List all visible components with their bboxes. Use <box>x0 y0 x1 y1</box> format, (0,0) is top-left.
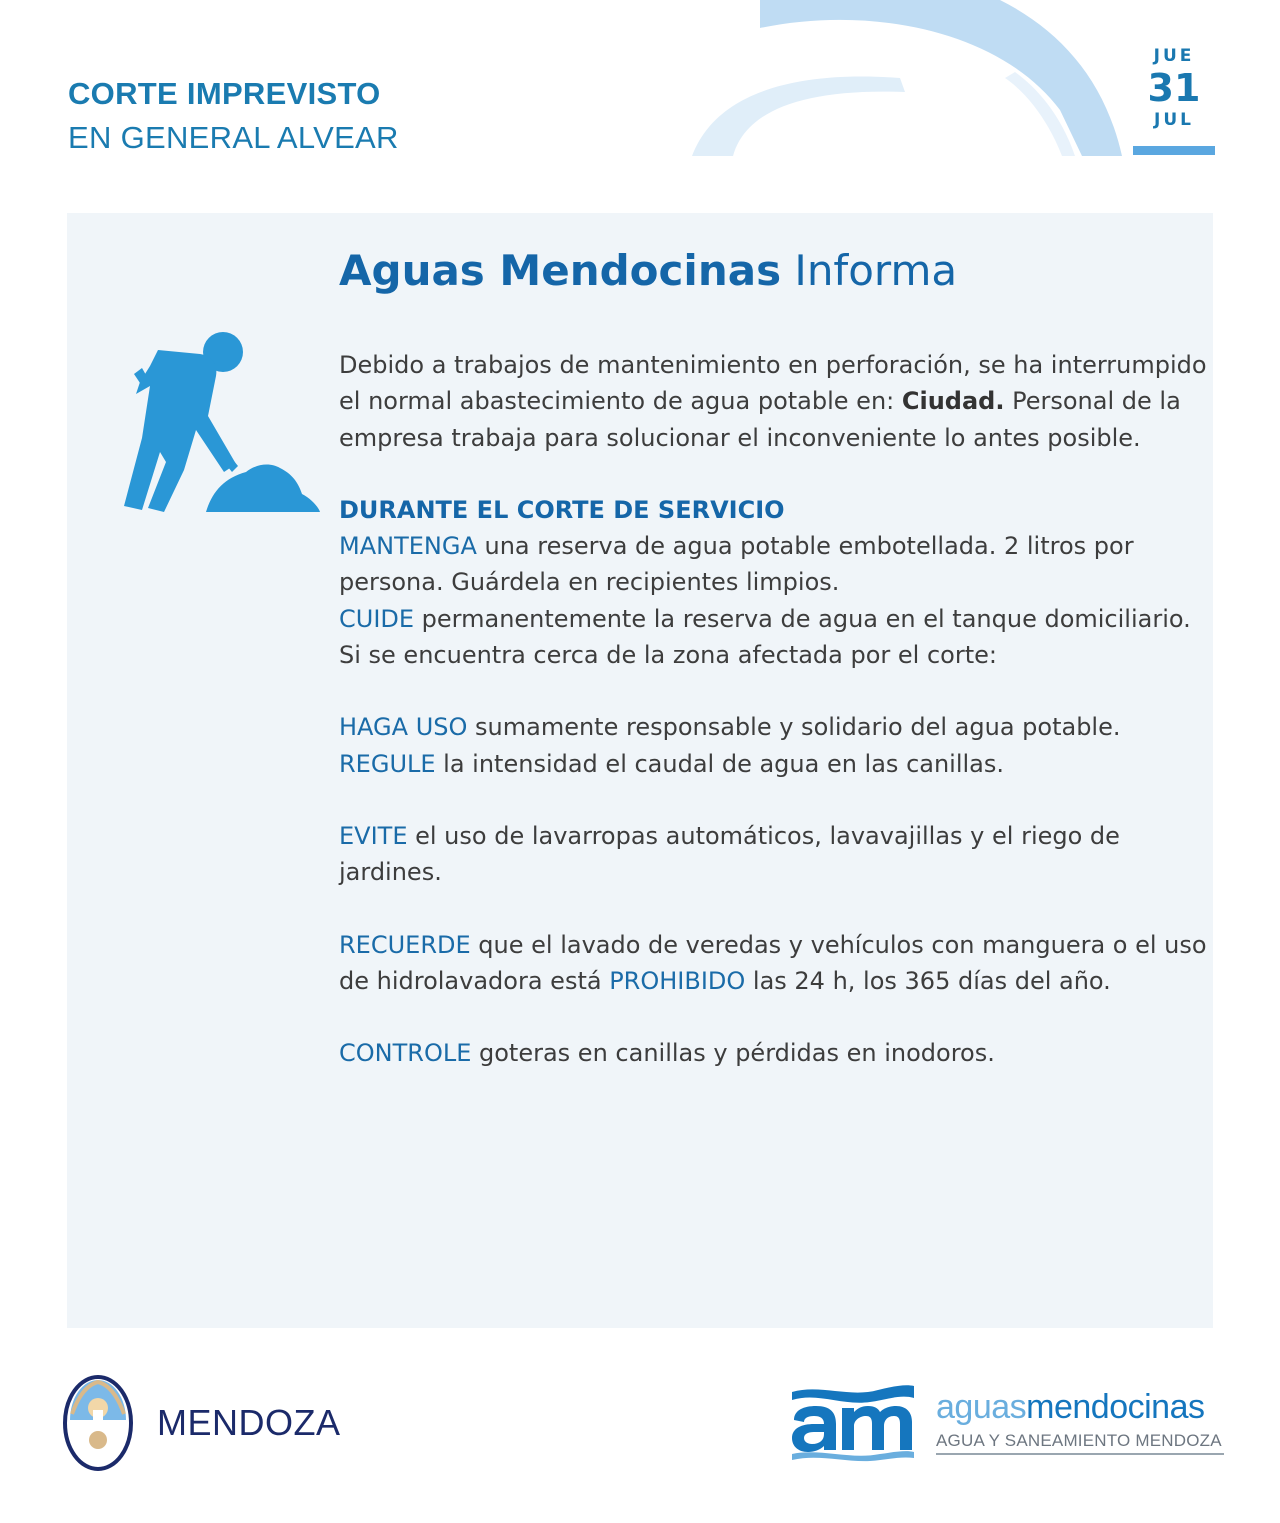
province-name: MENDOZA <box>157 1402 341 1443</box>
notice-title-rest: Informa <box>781 246 958 295</box>
section-title: DURANTE EL CORTE DE SERVICIO <box>339 495 785 524</box>
brand-tagline: AGUA Y SANEAMIENTO MENDOZA <box>936 1431 1222 1450</box>
tip-haga-uso <box>339 709 1209 745</box>
tip-recuerde <box>339 927 1209 1000</box>
date-month: JUL <box>1154 110 1194 130</box>
tip-mantenga <box>339 528 1209 601</box>
page-title <box>68 74 399 159</box>
intro-text-end: Personal de la empresa trabaja para solucionar el inconveniente lo antes posible. <box>339 387 1181 452</box>
date-weekday: JUE <box>1153 46 1195 66</box>
tip-text: permanentemente la reserva de agua en el tanque domiciliario. <box>414 604 1191 633</box>
brand-name-part2: mendocinas <box>1026 1388 1205 1426</box>
aguas-mendocinas-am-logo <box>790 1384 916 1462</box>
notice-body <box>339 347 1209 1071</box>
tip-text: sumamente responsable y solidario del agua potable. <box>467 713 1121 742</box>
date-day: 31 <box>1147 66 1201 110</box>
brand-block <box>936 1388 1224 1455</box>
date-badge <box>1133 46 1215 130</box>
tip-keyword: HAGA USO <box>339 713 468 742</box>
tip-keyword: MANTENGA <box>339 532 477 561</box>
tip-text: el uso de lavarropas automáticos, lavavajillas y el riego de jardines. <box>339 821 1120 887</box>
tip-text: goteras en canillas y pérdidas en inodoros. <box>471 1039 995 1068</box>
brand-name <box>936 1388 1224 1427</box>
brand-name-part1: aguas <box>936 1388 1027 1426</box>
title-line-2: EN GENERAL ALVEAR <box>68 120 399 156</box>
tip-evite <box>339 818 1209 891</box>
notice-title <box>339 246 957 295</box>
worker-shovel-icon <box>120 330 325 515</box>
tip-regule <box>339 746 1209 782</box>
tip-text: la intensidad el caudal de agua en las canillas. <box>435 749 1005 778</box>
brand-underline <box>936 1453 1224 1455</box>
title-line-1: CORTE IMPREVISTO <box>68 76 381 111</box>
near-zone-text: Si se encuentra cerca de la zona afectada por el corte: <box>339 641 997 670</box>
affected-place: Ciudad. <box>901 387 1005 416</box>
tip-text: que el lavado de veredas y vehículos con manguera o el uso de hidrolavadora está <box>339 930 1207 995</box>
prohibido-keyword: PROHIBIDO <box>609 966 746 995</box>
tip-keyword: CONTROLE <box>339 1039 472 1068</box>
tip-text-end: las 24 h, los 365 días del año. <box>745 966 1111 995</box>
tip-controle <box>339 1035 1209 1071</box>
date-underline <box>1133 146 1215 155</box>
tip-keyword: EVITE <box>339 821 408 850</box>
tip-keyword: RECUERDE <box>339 930 471 959</box>
tip-keyword: REGULE <box>339 749 436 778</box>
mendoza-seal-logo <box>62 1374 134 1472</box>
intro-text: Debido a trabajos de mantenimiento en perforación, se ha interrumpido el normal abastecimiento de agua potable en: <box>339 351 1207 416</box>
tip-cuide <box>339 601 1209 637</box>
intro-paragraph <box>339 347 1209 456</box>
tip-keyword: CUIDE <box>339 604 415 633</box>
tip-text: una reserva de agua potable embotellada. 2 litros por persona. Guárdela en recipientes limpios. <box>339 532 1134 597</box>
notice-title-brand: Aguas Mendocinas <box>339 246 782 295</box>
